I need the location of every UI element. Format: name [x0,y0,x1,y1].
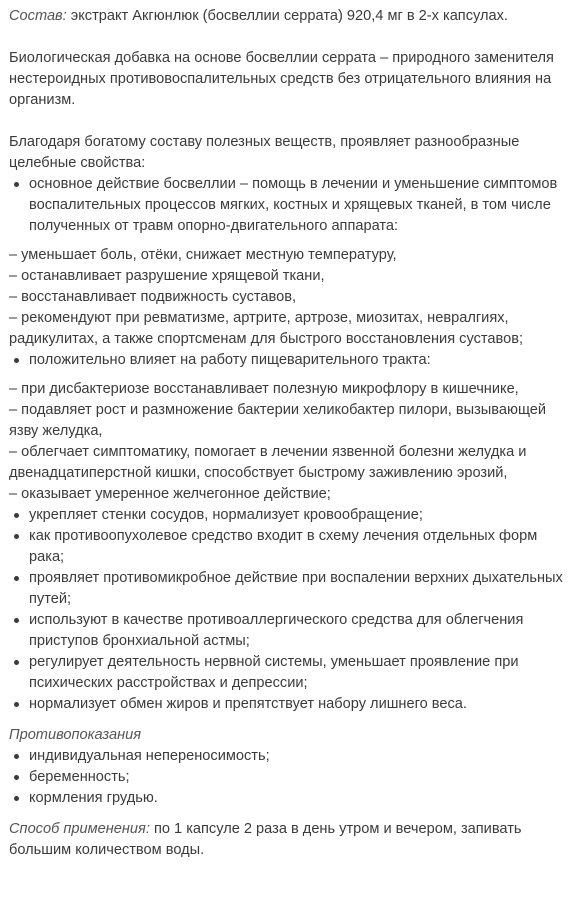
effect-line: – уменьшает боль, отёки, снижает местную температуру, [9,247,397,263]
composition-label: Состав: [9,8,67,24]
usage-label: Способ применения: [9,821,150,837]
list-item: беременность; [9,767,568,788]
effect-line: – облегчает симптоматику, помогает в лечении язвенной болезни желудка и двенадцатиперстной кишки, способствует быстрому заживлению эрозий, [9,444,527,481]
list-item: индивидуальная непереносимость; [9,746,568,767]
contraindications-heading [9,725,568,746]
list-item: кормления грудью. [9,788,568,809]
list-item: используют в качестве противоаллергического средства для облегчения приступов бронхиальной астмы; [9,610,568,652]
list-item: регулирует деятельность нервной системы, уменьшает проявление при психических расстройствах и депрессии; [9,652,568,694]
effect-line: – восстанавливает подвижность суставов, [9,289,297,305]
effect-line: – при дисбактериозе восстанавливает полезную микрофлору в кишечнике, [9,381,519,397]
main-bullet-list [9,174,568,237]
other-properties-list [9,505,568,715]
composition-text: экстракт Акгюнлюк (босвеллии серрата) 920,4 мг в 2-х капсулах. [66,8,508,24]
list-item: положительно влияет на работу пищеварительного тракта: [9,350,568,371]
list-item: нормализует обмен жиров и препятствует набору лишнего веса. [9,694,568,715]
list-item: проявляет противомикробное действие при воспалении верхних дыхательных путей; [9,568,568,610]
list-item: укрепляет стенки сосудов, нормализует кровообращение; [9,505,568,526]
joint-effects [9,245,568,350]
effect-line: – останавливает разрушение хрящевой ткани, [9,268,325,284]
contraindications-title: Противопоказания [9,727,142,743]
composition-paragraph [9,6,568,27]
digestive-effects [9,379,568,505]
effect-line: – оказывает умеренное желчегонное действие; [9,486,331,502]
usage-text: по 1 капсуле 2 раза в день утром и вечером, запивать большим количеством воды. [9,821,522,858]
digestive-bullet-list [9,350,568,371]
list-item: основное действие босвеллии – помощь в лечении и уменьшение симптомов воспалительных процессов мягких, костных и хрящевых тканей, в том числе полученных от травм опорно-двигательного аппарата: [9,174,568,237]
properties-intro: Благодаря богатому составу полезных веществ, проявляет разнообразные целебные свойства: [9,134,520,171]
effect-line: – подавляет рост и размножение бактерии хеликобактер пилори, вызывающей язву желудка, [9,402,547,439]
list-item: как противоопухолевое средство входит в схему лечения отдельных форм рака; [9,526,568,568]
usage-paragraph [9,819,568,861]
effect-line: – рекомендуют при ревматизме, артрите, артрозе, миозитах, невралгиях, радикулитах, а также спортсменам для быстрого восстановления суставов; [9,310,524,347]
intro-paragraph: Биологическая добавка на основе босвеллии серрата – природного заменителя нестероидных противовоспалительных средств без отрицательного влияния на организм. [9,50,554,108]
contraindications-list [9,746,568,809]
